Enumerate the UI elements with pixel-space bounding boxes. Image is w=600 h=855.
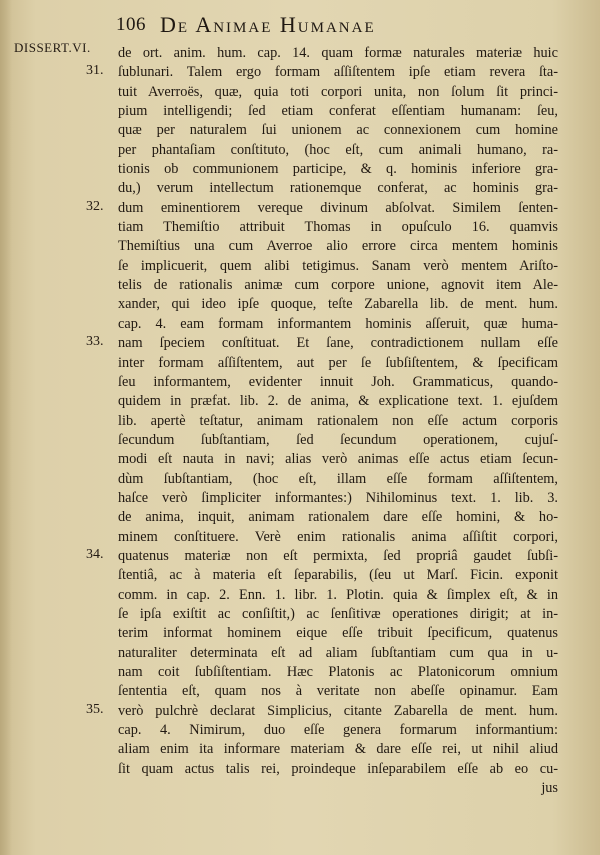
text-line: ſecundum ſubſtantiam, ſed ſecundum operationem, cujuſ- bbox=[118, 431, 558, 448]
text-line: quæ per naturalem ſui unionem ac connexionem cum homine bbox=[118, 122, 558, 139]
running-head: De Animae Humanae bbox=[160, 12, 376, 37]
text-line: quatenus materiæ non eſt permixta, ſed propriâ gaudet ſubſi- bbox=[118, 547, 558, 564]
text-line: de ort. anim. hum. cap. 14. quam formæ naturales materiæ huic bbox=[118, 45, 558, 61]
margin-paragraph-number: 33. bbox=[86, 334, 104, 350]
text-line: pium intelligendi; ſed etiam conferat eſſentiam humanam: ſeu, bbox=[118, 103, 558, 120]
text-line: Themiſtius una cum Averroe alio errore circa mentem hominis bbox=[118, 238, 558, 255]
text-line: ſe ipſa exiſtit ac conſiſtit,) ac ſenſitivæ operationes dirigit; at in- bbox=[118, 605, 558, 622]
text-line: nam ſpeciem conſtituat. Et ſane, contradictionem nullam eſſe bbox=[118, 335, 558, 352]
margin-paragraph-number: 35. bbox=[86, 701, 104, 717]
text-line: comm. in cap. 2. Enn. 1. libr. 1. Plotin. quia & ſimplex eſt, & in bbox=[118, 586, 558, 603]
text-line: xander, qui ideo ipſe quoque, teſte Zabarella lib. de ment. hum. bbox=[118, 296, 558, 313]
text-line: minem conſtituere. Verè enim rationalis anima aſſiſtit corpori, bbox=[118, 528, 558, 545]
text-line: haſce verò ſimpliciter informantes:) Nihilominus text. 1. lib. 3. bbox=[118, 489, 558, 506]
text-line: aliam enim ita informare materiam & dare eſſe rei, ut nihil aliud bbox=[118, 741, 558, 758]
margin-paragraph-number: 31. bbox=[86, 63, 104, 79]
text-line: lib. apertè teſtatur, animam rationalem non eſſe actum corporis bbox=[118, 412, 558, 429]
text-line: quidem in præfat. lib. 2. de anima, & explicatione text. 1. ejuſdem bbox=[118, 393, 558, 410]
text-line: ſit quam actus talis rei, proindeque inſeparabilem eſſe ab eo cu- bbox=[118, 760, 558, 777]
text-line: du,) verum intellectum rationemque conferat, ac hominis gra- bbox=[118, 180, 558, 197]
text-line: modi eſt nauta in navi; alias verò animas eſſe actus etiam ſecun- bbox=[118, 451, 558, 468]
text-line: naturaliter determinata eſt ad aliam ſubſtantiam cum qua in u- bbox=[118, 644, 558, 661]
text-line: ſententia eſt, quam nos à veritate non abeſſe opinamur. Eam bbox=[118, 683, 558, 700]
text-line: tiam Themiſtio attribuit Thomas in opuſculo 16. quamvis bbox=[118, 219, 558, 236]
text-line: verò pulchrè declarat Simplicius, citante Zabarella de ment. hum. bbox=[118, 702, 558, 719]
margin-section-label: DISSERT.VI. bbox=[14, 40, 91, 55]
text-line: telis de rationalis animæ cum corpore unione, agnovit item Ale- bbox=[118, 277, 558, 294]
text-line: ſublunari. Talem ergo formam aſſiſtentem ipſe etiam revera ſta- bbox=[118, 64, 558, 81]
margin-paragraph-number: 32. bbox=[86, 198, 104, 214]
page-number: 106 bbox=[116, 14, 146, 35]
text-line: inter formam aſſiſtentem, aut per ſe ſubſiſtentem, & ſpecificam bbox=[118, 354, 558, 371]
text-line: cap. 4. eam formam informantem hominis aſſeruit, quæ huma- bbox=[118, 315, 558, 332]
text-line: ſeu informantem, evidenter innuit Joh. Grammaticus, quando- bbox=[118, 373, 558, 390]
text-line: dùm ſubſtantiam, (hoc eſt, illam eſſe formam aſſiſtentem, bbox=[118, 470, 558, 487]
text-line: per phantaſiam conſtituto, (hoc eſt, cum animali humano, ra- bbox=[118, 141, 558, 158]
text-line: jus bbox=[541, 780, 558, 797]
text-line: tionis ob communionem participe, & q. hominis inferiore gra- bbox=[118, 161, 558, 178]
text-line: dum eminentiorem vereque divinum abſolvat. Similem ſenten- bbox=[118, 199, 558, 216]
text-line: de anima, inquit, animam rationalem dare eſſe homini, & ho- bbox=[118, 509, 558, 526]
margin-paragraph-number: 34. bbox=[86, 547, 104, 563]
text-line: ſe implicuerit, quem alibi tetigimus. Sanam verò mentem Ariſto- bbox=[118, 257, 558, 274]
text-line: nam coit ſubſiſtentiam. Hæc Platonis ac Platonicorum omnium bbox=[118, 664, 558, 680]
page-gutter-shadow bbox=[0, 0, 12, 855]
text-line: ſtentiâ, ac à materia eſt ſeparabilis, (ſeu ut Marſ. Ficin. exponit bbox=[118, 567, 558, 584]
body-text bbox=[118, 44, 558, 798]
text-line: tuit Averroës, quæ, quia toti corpori unita, non ſolum ſit princi- bbox=[118, 83, 558, 100]
text-line: cap. 4. Nimirum, duo eſſe genera formarum informantium: bbox=[118, 722, 558, 739]
text-line: terim informat hominem eique eſſe tribuit ſpecificum, quatenus bbox=[118, 625, 558, 642]
